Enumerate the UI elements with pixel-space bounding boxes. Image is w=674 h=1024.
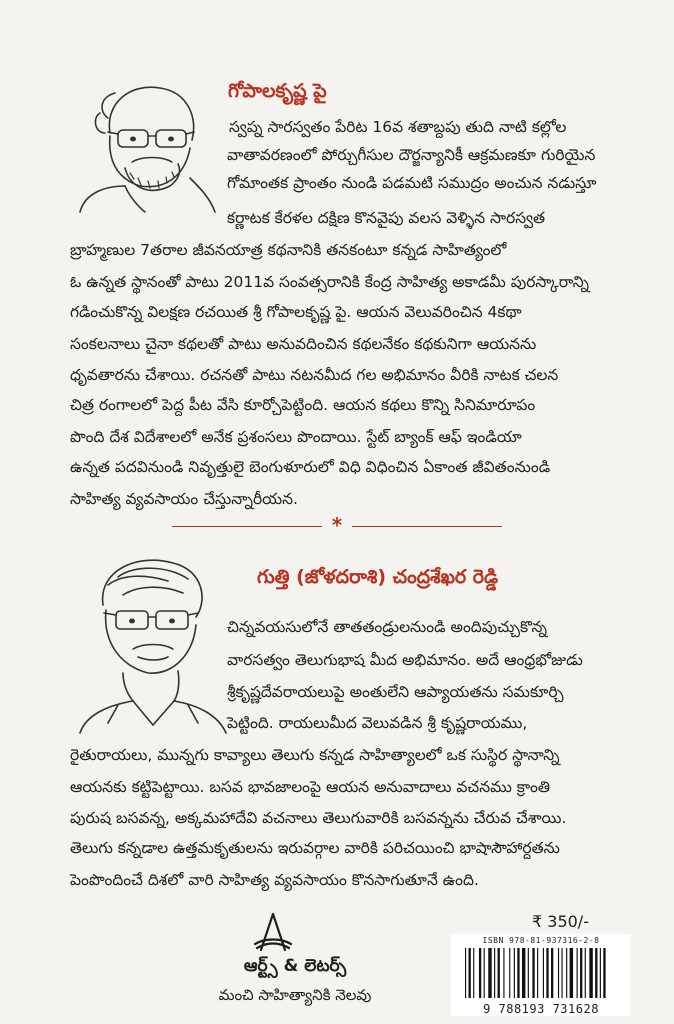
barcode-bar (532, 948, 534, 998)
barcode-bar (479, 948, 481, 998)
barcode (451, 934, 631, 1016)
bio-line: వారసత్వం తెలుగుభాష మీద అభిమానం. అదే ఆంధ్రభోజుడు (227, 651, 583, 669)
barcode-bar (517, 948, 519, 998)
bio-line: ఉన్నత పదవినుండి నివృత్తులై బెంగుళూరులో విధి విధించిన ఏకాంత జీవితంనుండి (70, 458, 551, 476)
barcode-bar (603, 948, 605, 998)
bio-line: సంకలనాలు చైనా కథలతో పాటు అనువదించిన కథలనేకం కథకునిగా ఆయనను (70, 335, 537, 353)
divider-star: * (331, 513, 343, 537)
bio-line: తెలుగు కన్నడాల ఉత్తమకృతులను ఇరువర్గాల వారికి పరిచయించి భాషాసౌహార్దతను (70, 839, 560, 857)
barcode-bar (589, 948, 592, 998)
barcode-bar (503, 948, 504, 998)
bio-line: బ్రాహ్మణుల 7తరాల జీవనయాత్ర కథనానికి తనకంటూ కన్నడ సాహిత్యంలో (70, 241, 507, 259)
bio-line: కర్ణాటక కేరళల దక్షిణ కొనవైపు వలస వెళ్ళిన సారస్వత (227, 209, 546, 227)
barcode-bar (600, 948, 601, 998)
barcode-bar (469, 948, 471, 998)
barcode-number: 9 788193 731628 (483, 1002, 599, 1016)
bio-line: ఓ ఉన్నత స్థానంతో పాటు 2011వ సంవత్సరానికి కేంద్ర సాహిత్య అకాడమీ పురస్కారాన్ని (70, 273, 589, 291)
divider-rule-left (172, 526, 322, 527)
barcode-bar (558, 948, 559, 998)
barcode-bar (473, 948, 474, 998)
bio-line: శ్రీకృష్ణదేవరాయలుపై అంతులేని ఆప్యాయతను సమకూర్చి (227, 683, 564, 701)
barcode-bar (514, 948, 515, 998)
author2-portrait (78, 555, 228, 735)
barcode-bar (465, 948, 466, 998)
section-divider (172, 513, 502, 537)
bio-line: రైతురాయలు, మున్నగు కావ్యాలు తెలుగు కన్నడ సాహిత్యాలలో ఒక సుస్థిర స్థానాన్ని (70, 746, 560, 764)
isbn-label: ISBN 978-81-937316-2-8 (482, 936, 600, 945)
barcode-bar (595, 948, 597, 998)
bio-line: ధృవతారను చేశాయి. రచనతో పాటు నటనమీద గల అభిమానం వీరికి నాటక చలన (70, 366, 559, 384)
bio-line: వాతావరణంలో పోర్చుగీసుల దౌర్జన్యానికీ ఆక్రమణకూ గురియైన (227, 146, 596, 164)
barcode-bar (498, 948, 500, 998)
barcode-bar (488, 948, 491, 998)
price-label: ₹ 350/- (532, 912, 589, 931)
barcode-bar (577, 948, 578, 998)
barcode-bar (522, 948, 525, 998)
bio-line: గోమాంతక ప్రాంతం నుండి పడమటి సముద్రం అంచున నడుస్తూ (227, 174, 597, 192)
barcode-bar (580, 948, 582, 998)
bio-line: సాహిత్య వ్యవసాయం చేస్తున్నారీయన. (70, 490, 298, 508)
publisher-name: ఆర్ట్స్ & లెటర్స్ (243, 956, 347, 976)
bio-line: పొంది దేశ విదేశాలలో అనేక ప్రశంసలు పొందాయి. స్టేట్ బ్యాంక్ ఆఫ్ ఇండియా (70, 428, 522, 446)
bio-line: పెంపొందించే దిశలో వారి సాహిత్య వ్యవసాయం కొనసాగుతూనే ఉంది. (70, 871, 479, 889)
author1-name: గోపాలకృష్ణ పై (228, 80, 327, 102)
publisher-tagline: మంచి సాహిత్యానికి నెలవు (218, 986, 372, 1004)
barcode-bar (484, 948, 485, 998)
barcode-bar (561, 948, 562, 998)
bio-line: స్వప్న సారస్వతం పేరిట 16వ శతాబ్దపు తుది నాటి కల్లోల (229, 118, 567, 136)
barcode-bar (528, 948, 529, 998)
author2-name: గుత్తి (జోళదరాశి) చంద్రశేఖర రెడ్డి (257, 566, 499, 588)
publisher-logo-icon (253, 912, 293, 952)
bio-line: గడించుకొన్న విలక్షణ రచయిత శ్రీ గోపాలకృష్ణ పై. ఆయన వెలువరించిన 4కథా (70, 303, 522, 321)
barcode-bar (566, 948, 567, 998)
author1-portrait (70, 78, 220, 213)
barcode-bar (570, 948, 573, 998)
bio-line: చిన్నవయసులోనే తాతతండ్రులనుండి అందిపుచ్చుకొన్న (227, 618, 548, 636)
barcode-bar (509, 948, 510, 998)
bio-line: చిత్ర రంగాలలో పెద్ద పీట వేసి కూర్చోపెట్టింది. ఆయన కథలు కొన్ని సినిమారూపం (70, 396, 536, 414)
barcode-bar (543, 948, 544, 998)
barcode-bar (585, 948, 586, 998)
bio-line: ఆయనకు కట్టిపెట్టాయి. బసవ భావజాలంపై ఆయన అనువాదాలు వచనము క్రాంతి (70, 778, 551, 796)
bio-line: పెట్టింది. రాయలుమీద వెలువడిన శ్రీ కృష్ణరాయము, (227, 714, 528, 732)
barcode-bar (537, 948, 538, 998)
divider-rule-right (352, 526, 502, 527)
barcode-bar (494, 948, 495, 998)
bio-line: పురుష బసవన్న, అక్కమహాదేవి వచనాలు తెలుగువారికి బసవన్నను చేరువ చేశాయి. (70, 809, 567, 827)
barcode-bar (551, 948, 553, 998)
barcode-bar (546, 948, 548, 998)
